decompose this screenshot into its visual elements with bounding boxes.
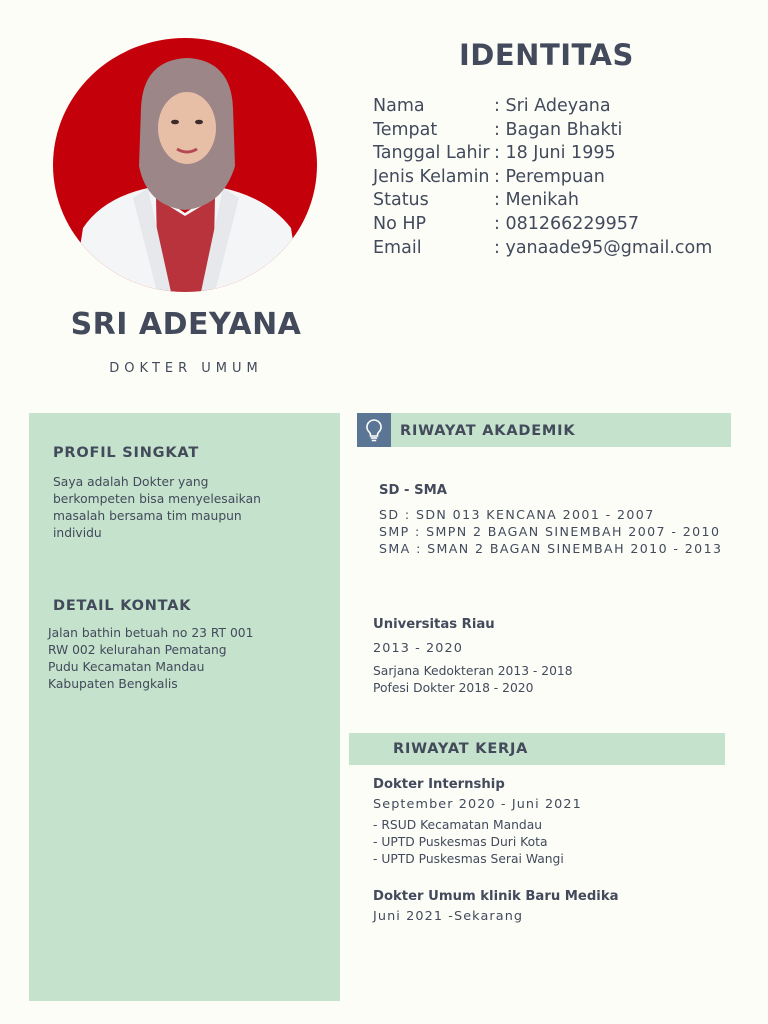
identitas-label: Nama	[373, 96, 425, 116]
detail-kontak-text	[48, 625, 288, 693]
identitas-value: : 081266229957	[494, 213, 640, 234]
detail-kontak-heading: DETAIL KONTAK	[53, 598, 192, 614]
profil-singkat-text	[53, 474, 293, 542]
school-heading: SD - SMA	[379, 483, 447, 498]
profil-line: masalah bersama tim maupun	[53, 509, 242, 523]
job-date: September 2020 - Juni 2021	[373, 797, 582, 812]
identitas-label: No HP	[373, 213, 427, 234]
kontak-line: Jalan bathin betuah no 23 RT 001	[48, 626, 254, 640]
identitas-value: : 18 Juni 1995	[494, 143, 616, 164]
job-date: Juni 2021 -Sekarang	[373, 909, 524, 924]
identitas-value: : Perempuan	[494, 166, 605, 187]
school-line: SD : SDN 013 KENCANA 2001 - 2007	[379, 507, 655, 522]
university-line: Pofesi Dokter 2018 - 2020	[373, 681, 534, 695]
profil-line: Saya adalah Dokter yang	[53, 475, 209, 489]
profil-singkat-heading: PROFIL SINGKAT	[53, 445, 200, 461]
school-line: SMP : SMPN 2 BAGAN SINEMBAH 2007 - 2010	[379, 524, 721, 539]
job-title: Dokter Internship	[373, 777, 505, 792]
lightbulb-icon	[357, 413, 391, 447]
kontak-line: Pudu Kecamatan Mandau	[48, 660, 205, 674]
job-places	[373, 817, 564, 868]
university-line: Sarjana Kedokteran 2013 - 2018	[373, 664, 573, 678]
identitas-label: Tanggal Lahir	[373, 143, 490, 164]
school-list	[379, 506, 722, 557]
job-place: - RSUD Kecamatan Mandau	[373, 818, 543, 832]
profile-photo	[53, 38, 317, 292]
university-list	[373, 663, 573, 697]
identitas-label: Tempat	[373, 119, 438, 140]
identitas-value: : Menikah	[494, 190, 579, 211]
profil-line: individu	[53, 526, 102, 540]
person-title: DOKTER UMUM	[109, 361, 263, 376]
identitas-value: : yanaade95@gmail.com	[494, 237, 713, 258]
job-place: - UPTD Puskesmas Serai Wangi	[373, 852, 564, 866]
identitas-heading: IDENTITAS	[459, 38, 634, 72]
identitas-label: Email	[373, 237, 422, 258]
university-years: 2013 - 2020	[373, 641, 463, 656]
riwayat-akademik-heading: RIWAYAT AKADEMIK	[400, 423, 576, 439]
job-place: - UPTD Puskesmas Duri Kota	[373, 835, 548, 849]
person-name: SRI ADEYANA	[70, 307, 302, 342]
identitas-label: Status	[373, 190, 429, 211]
school-line: SMA : SMAN 2 BAGAN SINEMBAH 2010 - 2013	[379, 541, 723, 556]
identitas-label: Jenis Kelamin	[373, 166, 490, 187]
profil-line: berkompeten bisa menyelesaikan	[53, 492, 261, 506]
kontak-line: RW 002 kelurahan Pematang	[48, 643, 227, 657]
job-title: Dokter Umum klinik Baru Medika	[373, 889, 619, 904]
identitas-value: : Sri Adeyana	[494, 96, 611, 116]
riwayat-kerja-heading: RIWAYAT KERJA	[393, 741, 529, 757]
kontak-line: Kabupaten Bengkalis	[48, 677, 178, 691]
profile-photo-graphic	[53, 38, 317, 292]
university-heading: Universitas Riau	[373, 617, 495, 632]
identitas-value: : Bagan Bhakti	[494, 119, 623, 140]
